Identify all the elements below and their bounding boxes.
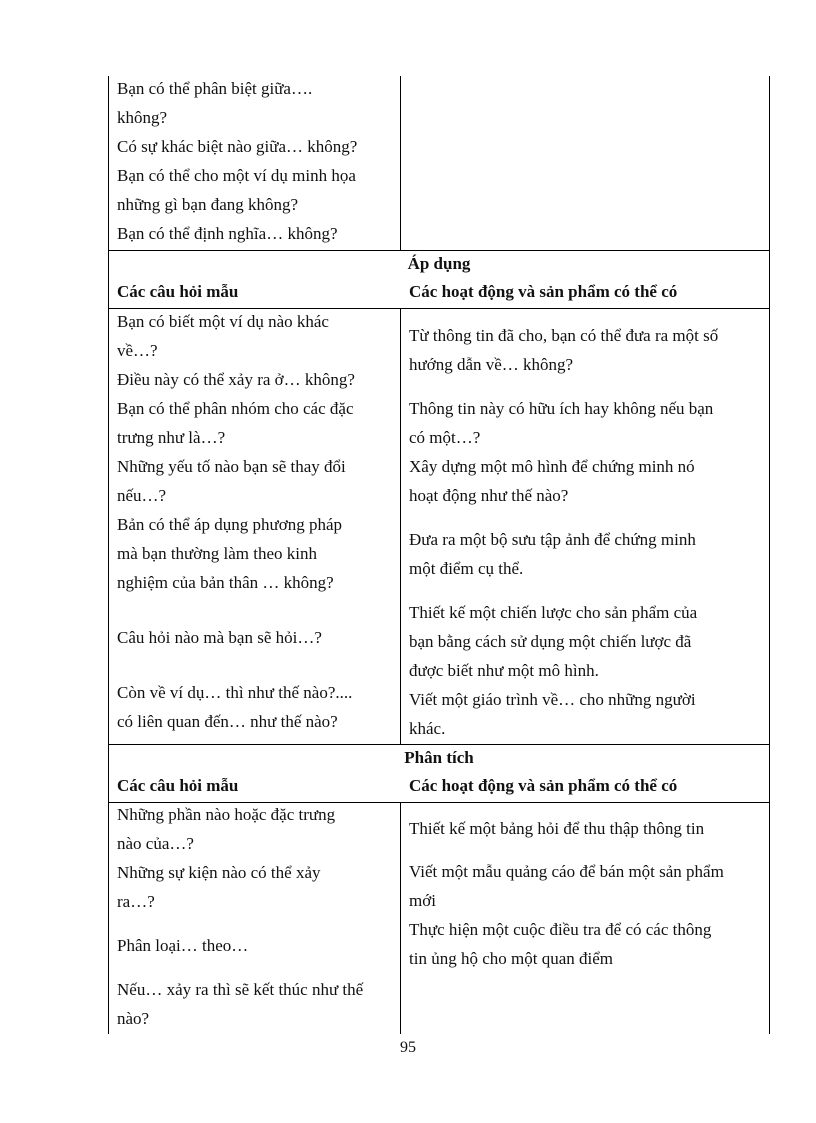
question-line: Những phần nào hoặc đặc trưng <box>117 805 336 824</box>
column-header-activities: Các hoạt động và sản phẩm có thể có <box>409 282 678 301</box>
question-line: mà bạn thường làm theo kinh <box>117 544 317 563</box>
question-line: Bạn có thể phân nhóm cho các đặc <box>117 399 354 418</box>
table-left-border <box>108 76 109 1034</box>
section-title-apply: Áp dụng <box>407 254 471 273</box>
question-line: Điều này có thể xảy ra ở… không? <box>117 370 355 389</box>
activity-line: hoạt động như thế nào? <box>409 486 569 505</box>
activity-line: Viết một mẫu quảng cáo để bán một sản phẩm <box>409 862 724 881</box>
column-header-questions: Các câu hỏi mẫu <box>117 776 239 795</box>
activity-line: bạn bằng cách sử dụng một chiến lược đã <box>409 632 692 651</box>
activity-line: một điểm cụ thể. <box>409 559 524 578</box>
column-divider <box>400 308 401 744</box>
activity-line: Từ thông tin đã cho, bạn có thể đưa ra một số <box>409 326 719 345</box>
question-line: Nếu… xảy ra thì sẽ kết thúc như thế <box>117 980 364 999</box>
question-line: Phân loại… theo… <box>117 936 249 955</box>
question-line: trưng như là…? <box>117 428 226 447</box>
column-divider <box>400 802 401 1034</box>
activity-line: hướng dẫn về… không? <box>409 355 574 374</box>
question-line: nghiệm của bản thân … không? <box>117 573 334 592</box>
column-header-questions: Các câu hỏi mẫu <box>117 282 239 301</box>
column-divider <box>400 76 401 250</box>
activity-line: khác. <box>409 719 446 738</box>
apply-questions-cell <box>117 307 392 736</box>
question-line: Bạn có thể định nghĩa… không? <box>117 224 338 243</box>
question-line: Những yếu tố nào bạn sẽ thay đổi <box>117 457 346 476</box>
question-line: Bạn có thể phân biệt giữa…. <box>117 79 313 98</box>
page-number: 95 <box>400 1039 416 1056</box>
question-line: Còn về ví dụ… thì như thế nào?.... <box>117 683 353 702</box>
activity-line: được biết như một mô hình. <box>409 661 599 680</box>
question-line: nếu…? <box>117 486 167 505</box>
question-line: Bản có thể áp dụng phương pháp <box>117 515 342 534</box>
question-line: có liên quan đến… như thế nào? <box>117 712 338 731</box>
question-line: Câu hỏi nào mà bạn sẽ hỏi…? <box>117 628 322 647</box>
analysis-activities-cell <box>409 814 767 973</box>
activity-line: Viết một giáo trình về… cho những người <box>409 690 696 709</box>
activity-line: mới <box>409 891 436 910</box>
question-line: không? <box>117 108 168 127</box>
activity-line: tin ủng hộ cho một quan điểm <box>409 949 613 968</box>
analysis-questions-cell <box>117 800 392 1033</box>
question-line: Có sự khác biệt nào giữa… không? <box>117 137 358 156</box>
question-line: Những sự kiện nào có thể xảy <box>117 863 321 882</box>
question-line: những gì bạn đang không? <box>117 195 299 214</box>
question-line: Bạn có thể cho một ví dụ minh họa <box>117 166 356 185</box>
question-line: về…? <box>117 341 158 360</box>
top-questions-cell <box>117 74 392 248</box>
activity-line: Thiết kế một bảng hỏi để thu thập thông tin <box>409 819 705 838</box>
question-line: ra…? <box>117 892 155 911</box>
activity-line: có một…? <box>409 428 481 447</box>
apply-activities-cell <box>409 321 767 743</box>
column-header-activities: Các hoạt động và sản phẩm có thể có <box>409 776 678 795</box>
table-right-border <box>769 76 770 1034</box>
activity-line: Thiết kế một chiến lược cho sản phẩm của <box>409 603 698 622</box>
activity-line: Xây dựng một mô hình để chứng minh nó <box>409 457 695 476</box>
activity-line: Đưa ra một bộ sưu tập ảnh để chứng minh <box>409 530 696 549</box>
section-title-analysis: Phân tích <box>404 748 474 767</box>
activity-line: Thông tin này có hữu ích hay không nếu bạn <box>409 399 714 418</box>
question-line: Bạn có biết một ví dụ nào khác <box>117 312 329 331</box>
question-line: nào? <box>117 1009 150 1028</box>
activity-line: Thực hiện một cuộc điều tra để có các thông <box>409 920 712 939</box>
question-line: nào của…? <box>117 834 194 853</box>
